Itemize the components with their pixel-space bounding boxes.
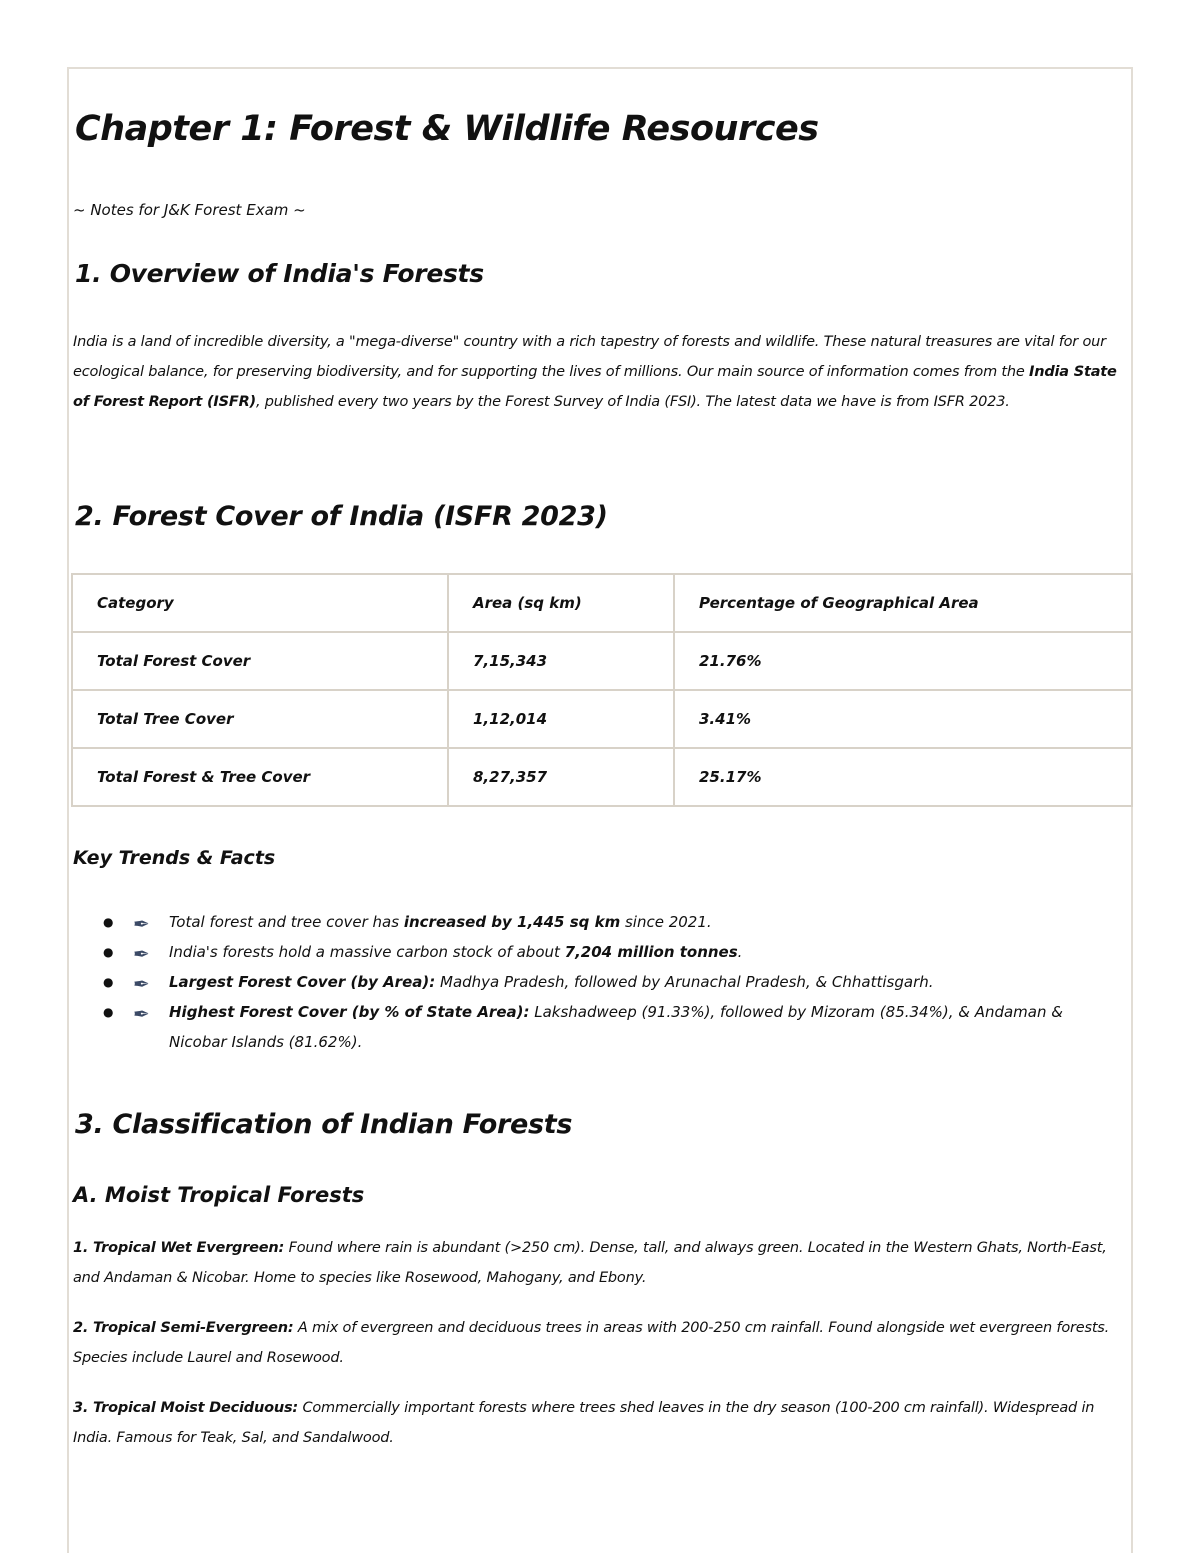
table-header-cell: Category	[72, 574, 448, 632]
table-header-cell: Area (sq km)	[448, 574, 674, 632]
fact-text: Madhya Pradesh, followed by Arunachal Pradesh, & Chhattisgarh.	[435, 973, 934, 991]
fact-text: .	[737, 943, 743, 961]
table-cell: 3.41%	[674, 690, 1132, 748]
fact-text-bold: 7,204 million tonnes	[564, 943, 738, 961]
key-facts-list	[73, 907, 1123, 1057]
pen-icon: ✒	[133, 1002, 150, 1026]
document-page	[67, 67, 1133, 1553]
key-facts-heading: Key Trends & Facts	[73, 847, 276, 869]
table-cell: 25.17%	[674, 748, 1132, 806]
table-cell: 7,15,343	[448, 632, 674, 690]
pen-icon: ✒	[133, 942, 150, 966]
table-row	[72, 690, 1132, 748]
forest-cover-table	[71, 573, 1133, 807]
table-cell: 21.76%	[674, 632, 1132, 690]
list-item	[73, 997, 1123, 1057]
pen-icon: ✒	[133, 912, 150, 936]
section-3a-heading: A. Moist Tropical Forests	[73, 1183, 365, 1207]
table-row	[72, 632, 1132, 690]
intro-text-bold: India State of Forest Report (ISFR)	[73, 364, 1117, 410]
table-cell: Total Tree Cover	[72, 690, 448, 748]
section-1-heading: 1. Overview of India's Forests	[75, 259, 484, 288]
fact-text: since 2021.	[620, 913, 712, 931]
table-cell: Total Forest & Tree Cover	[72, 748, 448, 806]
fact-text-bold: increased by 1,445 sq km	[403, 913, 621, 931]
fact-text: India's forests hold a massive carbon stock of about	[169, 943, 565, 961]
table-row	[72, 748, 1132, 806]
bullet-icon: ●	[103, 975, 114, 989]
bullet-icon: ●	[103, 1005, 114, 1019]
table-cell: 8,27,357	[448, 748, 674, 806]
table-cell: 1,12,014	[448, 690, 674, 748]
pen-icon: ✒	[133, 972, 150, 996]
table-header-row	[72, 574, 1132, 632]
forest-type-text: A mix of evergreen and deciduous trees in areas with 200-250 cm rainfall. Found alongside wet evergreen forests. Species include Laurel and Rosewood.	[73, 1320, 1110, 1366]
list-item	[73, 907, 1123, 937]
forest-type-label: 2. Tropical Semi-Evergreen:	[73, 1320, 294, 1336]
section-3-heading: 3. Classification of Indian Forests	[75, 1109, 573, 1140]
intro-text-2: , published every two years by the Forest Survey of India (FSI). The latest data we have is from ISFR 2023.	[255, 394, 1010, 410]
forest-type-item	[73, 1313, 1135, 1373]
fact-text: Lakshadweep (91.33%), followed by Mizoram (85.34%), & Andaman & Nicobar Islands (81.62%).	[169, 1003, 1063, 1051]
list-item	[73, 937, 1123, 967]
fact-text: Total forest and tree cover has	[169, 913, 404, 931]
fact-text-bold: Highest Forest Cover (by % of State Area):	[169, 1003, 530, 1021]
forest-type-text: Found where rain is abundant (>250 cm). Dense, tall, and always green. Located in the Western Ghats, North-East, and Andaman & Nicobar. Home to species like Rosewood, Mahogany, and Ebony.	[73, 1240, 1107, 1286]
page-title: Chapter 1: Forest & Wildlife Resources	[75, 109, 819, 149]
page-subtitle: ~ Notes for J&K Forest Exam ~	[73, 201, 306, 219]
bullet-icon: ●	[103, 945, 114, 959]
forest-type-item	[73, 1233, 1135, 1293]
table-cell: Total Forest Cover	[72, 632, 448, 690]
forest-type-text: Commercially important forests where trees shed leaves in the dry season (100-200 cm rainfall). Widespread in India. Famous for Teak, Sal, and Sandalwood.	[73, 1400, 1095, 1446]
forest-type-item	[73, 1393, 1135, 1453]
section-2-heading: 2. Forest Cover of India (ISFR 2023)	[75, 501, 608, 532]
forest-type-label: 1. Tropical Wet Evergreen:	[73, 1240, 285, 1256]
list-item	[73, 967, 1123, 997]
intro-text-1: India is a land of incredible diversity, a "mega-diverse" country with a rich tapestry of forests and wildlife. These natural treasures are vital for our ecological balance, for preserving biodiversity, and for supporting the lives of millions. Our main source of information comes from the	[73, 334, 1106, 380]
fact-text-bold: Largest Forest Cover (by Area):	[169, 973, 436, 991]
table-header-cell: Percentage of Geographical Area	[674, 574, 1132, 632]
section-1-paragraph	[73, 327, 1135, 417]
bullet-icon: ●	[103, 915, 114, 929]
forest-type-label: 3. Tropical Moist Deciduous:	[73, 1400, 299, 1416]
